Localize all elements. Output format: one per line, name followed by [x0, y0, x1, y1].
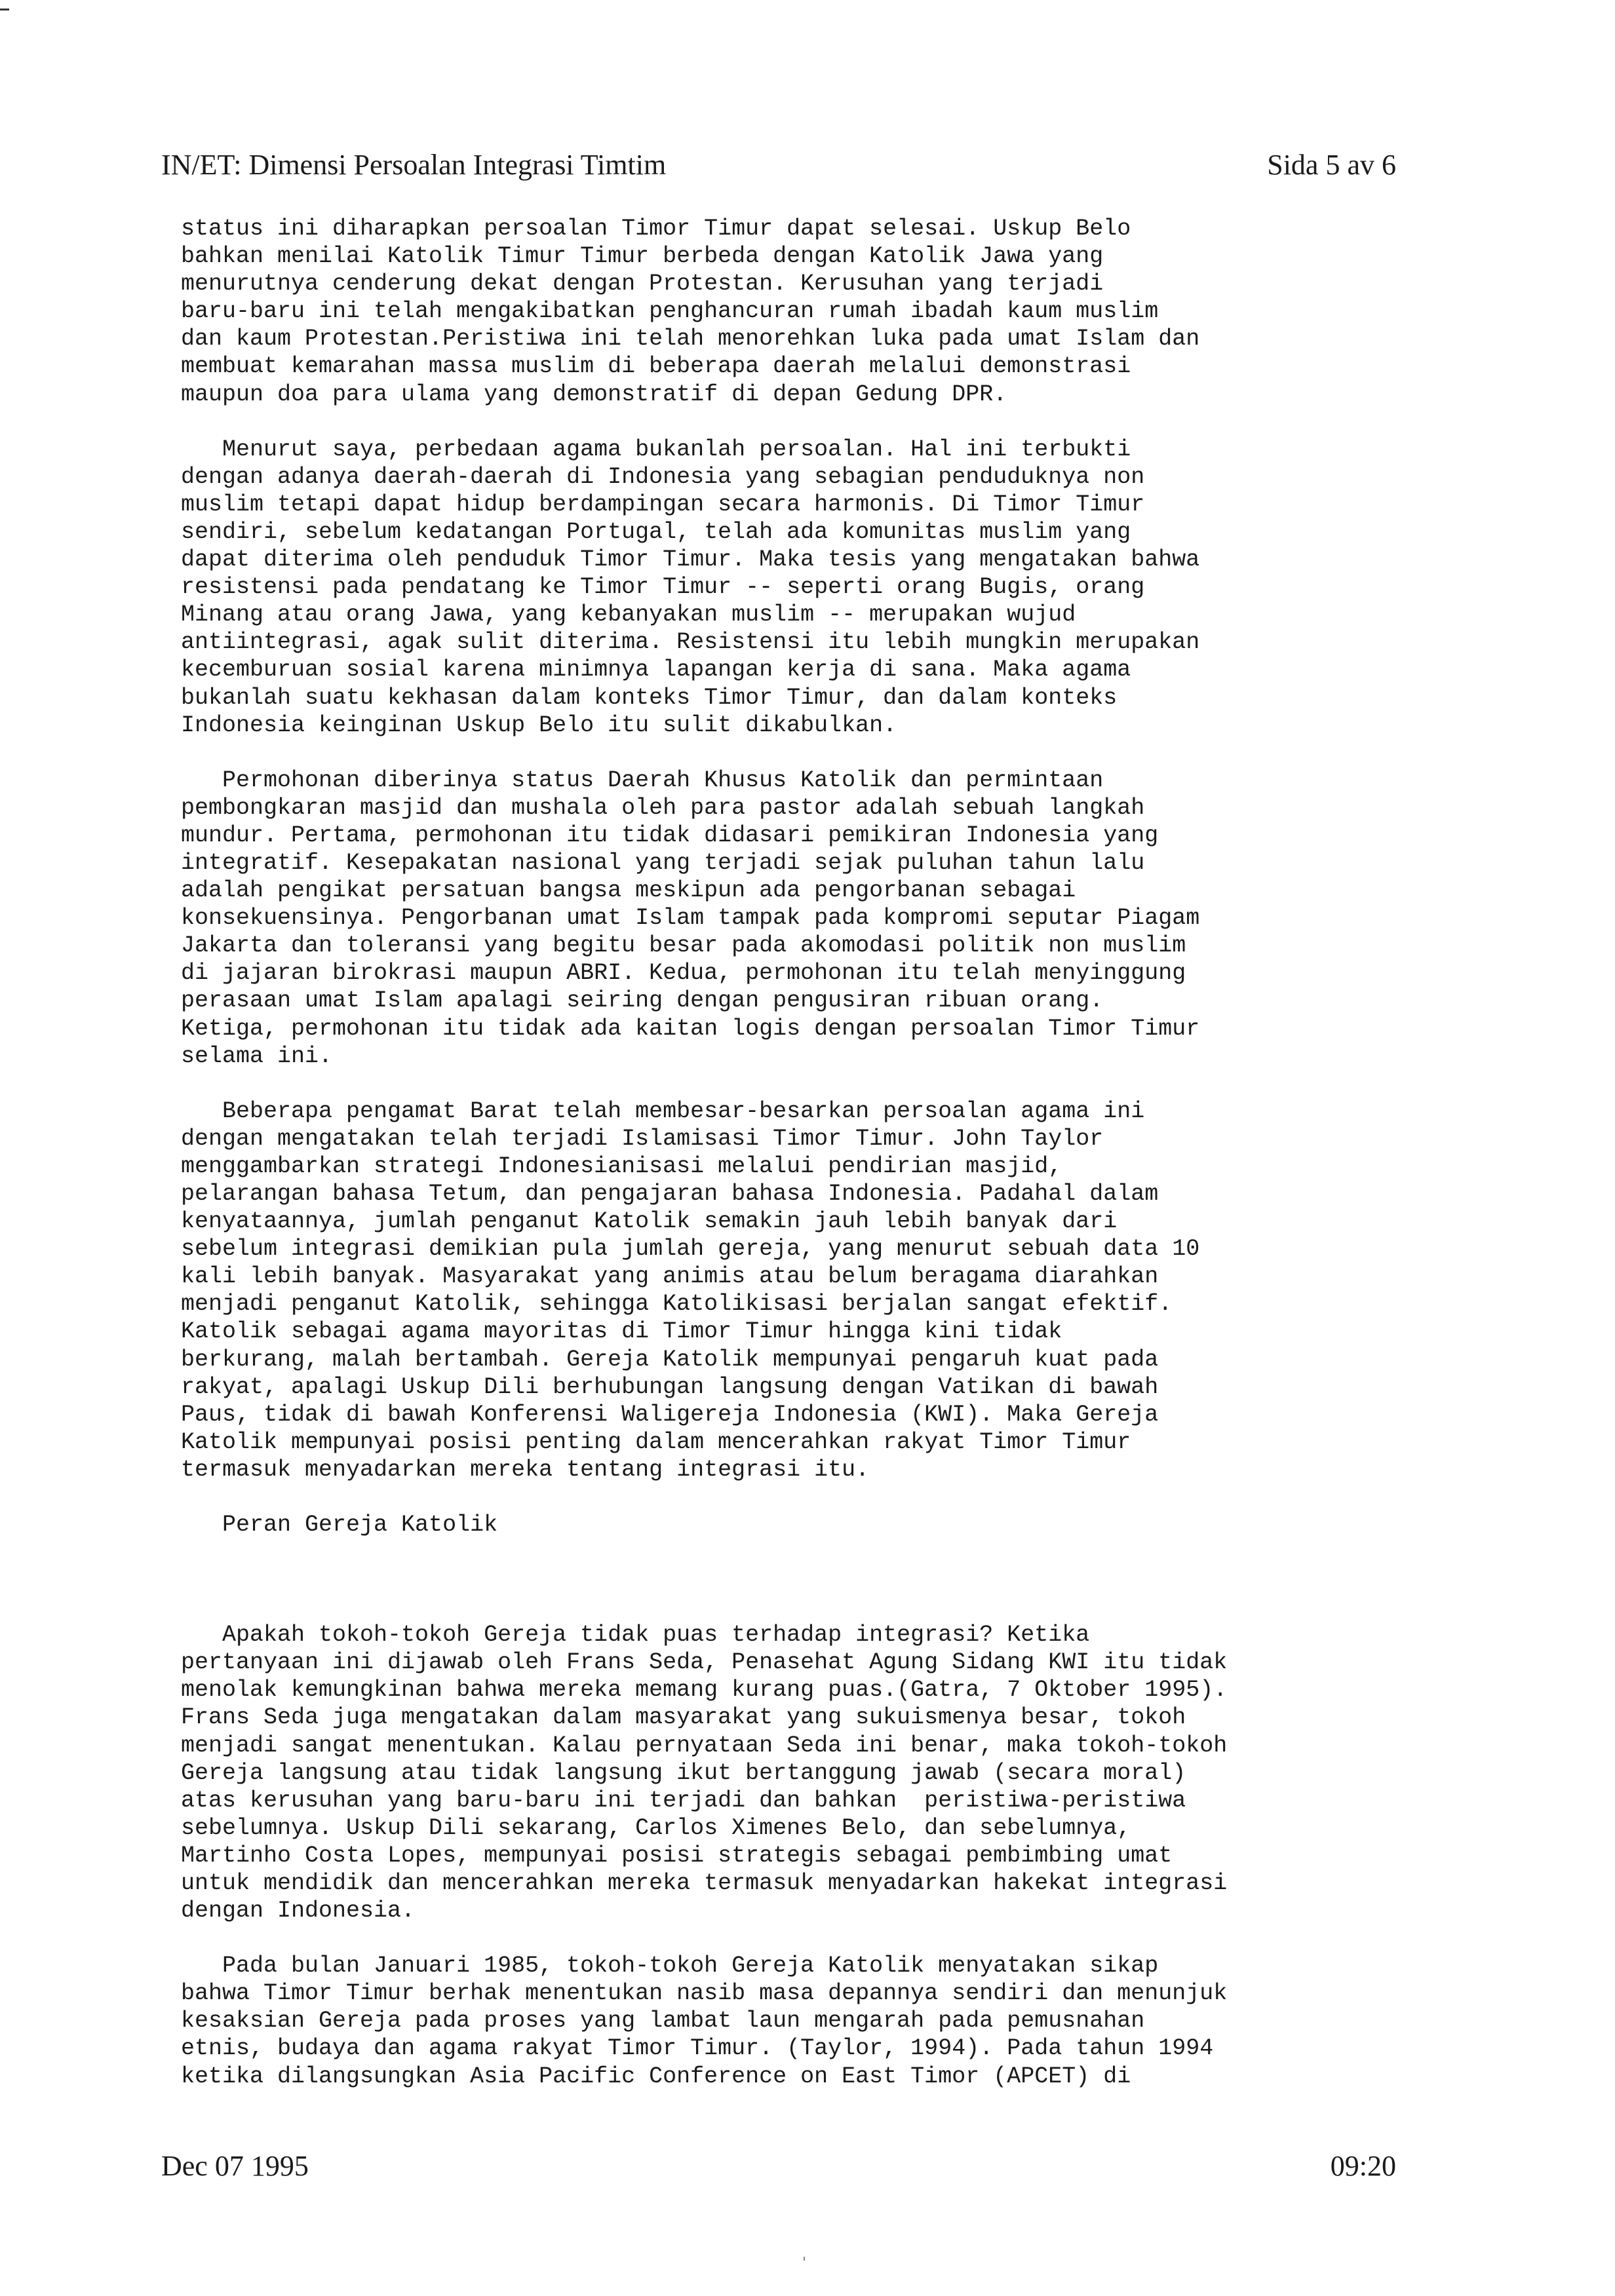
footer-time: 09:20 — [1330, 2150, 1396, 2182]
page-indicator: Sida 5 av 6 — [1267, 149, 1396, 181]
paragraph-5: Apakah tokoh-tokoh Gereja tidak puas terhadap integrasi? Ketika pertanyaan ini dijawab oleh Frans Seda, Penasehat Agung Sidang KWI itu tidak menolak kemungkinan bahwa mereka memang kurang puas.(Gatra, 7 Oktober 1995). Frans Seda juga mengatakan dalam masyarakat yang sukuismenya besar, tokoh menjadi sangat menentukan. Kalau pernyataan Seda ini benar, maka tokoh-tokoh Gereja langsung atau tidak langsung ikut bertanggung jawab (secara moral) atas kerusuhan yang baru-baru ini terjadi dan bahkan peristiwa-peristiwa sebelumnya. Uskup Dili sekarang, Carlos Ximenes Belo, dan sebelumnya, Martinho Costa Lopes, mempunyai posisi strategis sebagai pembimbing umat untuk mendidik dan mencerahkan mereka termasuk menyadarkan hakekat integrasi dengan Indonesia. — [181, 1622, 1228, 1924]
heading-spacer — [181, 1539, 1413, 1621]
page-footer — [161, 2147, 1396, 2186]
document-title: IN/ET: Dimensi Persoalan Integrasi Timtim — [161, 149, 667, 181]
paragraph-1: status ini diharapkan persoalan Timor Timur dapat selesai. Uskup Belo bahkan menilai Katolik Timur Timur berbeda dengan Katolik Jawa yang menurutnya cenderung dekat dengan Protestan. Kerusuhan yang terjadi baru-baru ini telah mengakibatkan penghancuran rumah ibadah kaum muslim dan kaum Protestan.Peristiwa ini telah menorehkan luka pada umat Islam dan membuat kemarahan massa muslim di beberapa daerah melalui demonstrasi maupun doa para ulama yang demonstratif di depan Gedung DPR. — [181, 216, 1200, 408]
paragraph-4: Beberapa pengamat Barat telah membesar-besarkan persoalan agama ini dengan mengatakan telah terjadi Islamisasi Timor Timur. John Taylor menggambarkan strategi Indonesianisasi melalui pendirian masjid, pelarangan bahasa Tetum, dan pengajaran bahasa Indonesia. Padahal dalam kenyataannya, jumlah penganut Katolik semakin jauh lebih banyak dari sebelum integrasi demikian pula jumlah gereja, yang menurut sebuah data 10 kali lebih banyak. Masyarakat yang animis atau belum beragama diarahkan menjadi penganut Katolik, sehingga Katolikisasi berjalan sangat efektif. Katolik sebagai agama mayoritas di Timor Timur hingga kini tidak berkurang, malah bertambah. Gereja Katolik mempunyai pengaruh kuat pada rakyat, apalagi Uskup Dili berhubungan langsung dengan Vatikan di bawah Paus, tidak di bawah Konferensi Waligereja Indonesia (KWI). Maka Gereja Katolik mempunyai posisi penting dalam mencerahkan rakyat Timor Timur termasuk menyadarkan mereka tentang integrasi itu. — [181, 1098, 1200, 1483]
paragraph-2: Menurut saya, perbedaan agama bukanlah persoalan. Hal ini terbukti dengan adanya daerah-daerah di Indonesia yang sebagian penduduknya non muslim tetapi dapat hidup berdampingan secara harmonis. Di Timor Timur sendiri, sebelum kedatangan Portugal, telah ada komunitas muslim yang dapat diterima oleh penduduk Timor Timur. Maka tesis yang mengatakan bahwa resistensi pada pendatang ke Timor Timur -- seperti orang Bugis, orang Minang atau orang Jawa, yang kebanyakan muslim -- merupakan wujud antiintegrasi, agak sulit diterima. Resistensi itu lebih mungkin merupakan kecemburuan sosial karena minimnya lapangan kerja di sana. Maka agama bukanlah suatu kekhasan dalam konteks Timor Timur, dan dalam konteks Indonesia keinginan Uskup Belo itu sulit dikabulkan. — [181, 436, 1200, 738]
paragraph-3: Permohonan diberinya status Daerah Khusus Katolik dan permintaan pembongkaran masjid dan mushala oleh para pastor adalah sebuah langkah mundur. Pertama, permohonan itu tidak didasari pemikiran Indonesia yang integratif. Kesepakatan nasional yang terjadi sejak puluhan tahun lalu adalah pengikat persatuan bangsa meskipun ada pengorbanan sebagai konsekuensinya. Pengorbanan umat Islam tampak pada kompromi seputar Piagam Jakarta dan toleransi yang begitu besar pada akomodasi politik non muslim di jajaran birokrasi maupun ABRI. Kedua, permohonan itu telah menyinggung perasaan umat Islam apalagi seiring dengan pengusiran ribuan orang. Ketiga, permohonan itu tidak ada kaitan logis dengan persoalan Timor Timur selama ini. — [181, 767, 1200, 1069]
section-heading: Peran Gereja Katolik — [181, 1512, 498, 1539]
page-header — [161, 145, 1396, 185]
scan-mark — [0, 9, 9, 10]
footer-date: Dec 07 1995 — [161, 2150, 309, 2182]
scan-mark-bottom — [804, 2257, 805, 2261]
document-body — [181, 215, 1413, 2118]
paragraph-6: Pada bulan Januari 1985, tokoh-tokoh Gereja Katolik menyatakan sikap bahwa Timor Timur berhak menentukan nasib masa depannya sendiri dan menunjuk kesaksian Gereja pada proses yang lambat laun mengarah pada pemusnahan etnis, budaya dan agama rakyat Timor Timur. (Taylor, 1994). Pada tahun 1994 ketika dilangsungkan Asia Pacific Conference on East Timor (APCET) di — [181, 1953, 1228, 2090]
